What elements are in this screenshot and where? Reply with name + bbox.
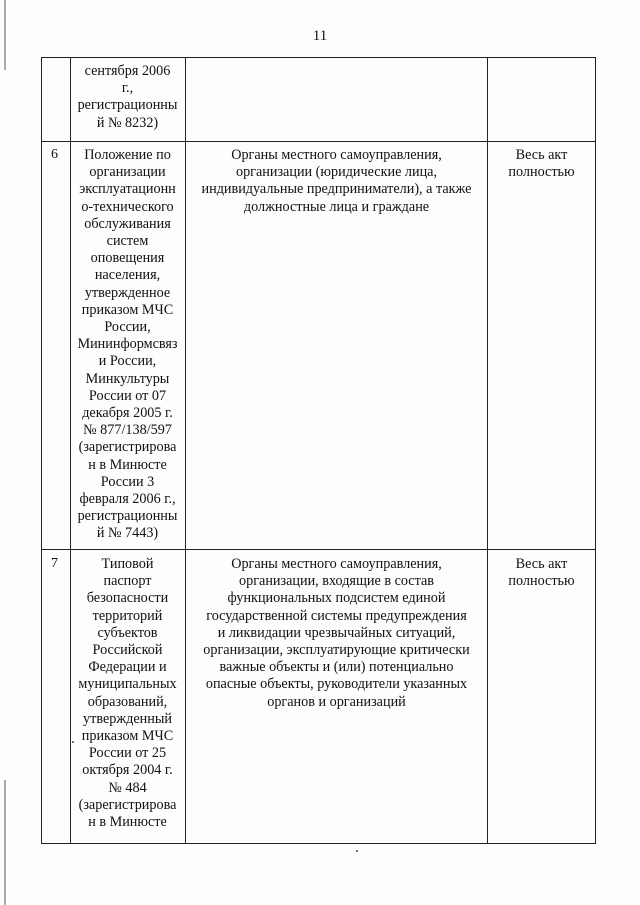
table-top-border [41, 57, 596, 58]
table-cell-document: сентября 2006 г., регистрационны й № 8232) [77, 63, 178, 131]
table-cell-subjects: Органы местного самоуправления, организации, входящие в состав функциональных подсистем единой государственной системы предупреждения и ликвидации чрезвычайных ситуаций, организации, эксплуатирующие критически важные объекты и (или) потенциально опасные объекты, руководители указанных органов и организаций [203, 556, 470, 710]
row-divider [41, 141, 596, 142]
scan-margin-mark [4, 780, 6, 905]
table-cell-scope: Весь акт полностью [508, 556, 575, 590]
table-bottom-border [41, 843, 596, 844]
table-row-number: 6 [51, 147, 58, 162]
row-divider [41, 549, 596, 550]
table-cell-document: Типовой паспорт безопасности территорий субъектов Российской Федерации и муниципальных образований, утвержденный приказом МЧС России от 25 октября 2004 г. № 484 (зарегистрирова н в Минюсте [78, 556, 177, 831]
table-row-number: 7 [51, 556, 58, 571]
table-cell-document: Положение по организации эксплуатационн о-технического обслуживания систем оповещения населения, утвержденное приказом МЧС России, Мининформсвяз и России, Минкультуры России от 07 декабря 2005 г. № 877/138/597 (зарегистрирова н в Минюсте России 3 февраля 2006 г., регистрационны й № 7443) [77, 147, 178, 542]
scan-speck [72, 741, 74, 743]
table-cell-scope: Весь акт полностью [508, 147, 575, 181]
table-left-border [41, 57, 42, 844]
scan-margin-mark [4, 0, 6, 70]
table-right-border [595, 57, 596, 844]
page-number: 11 [312, 28, 328, 44]
scan-speck [356, 850, 358, 852]
table-cell-subjects: Органы местного самоуправления, организации (юридические лица, индивидуальные предприниматели), а также должностные лица и граждане [201, 147, 472, 215]
